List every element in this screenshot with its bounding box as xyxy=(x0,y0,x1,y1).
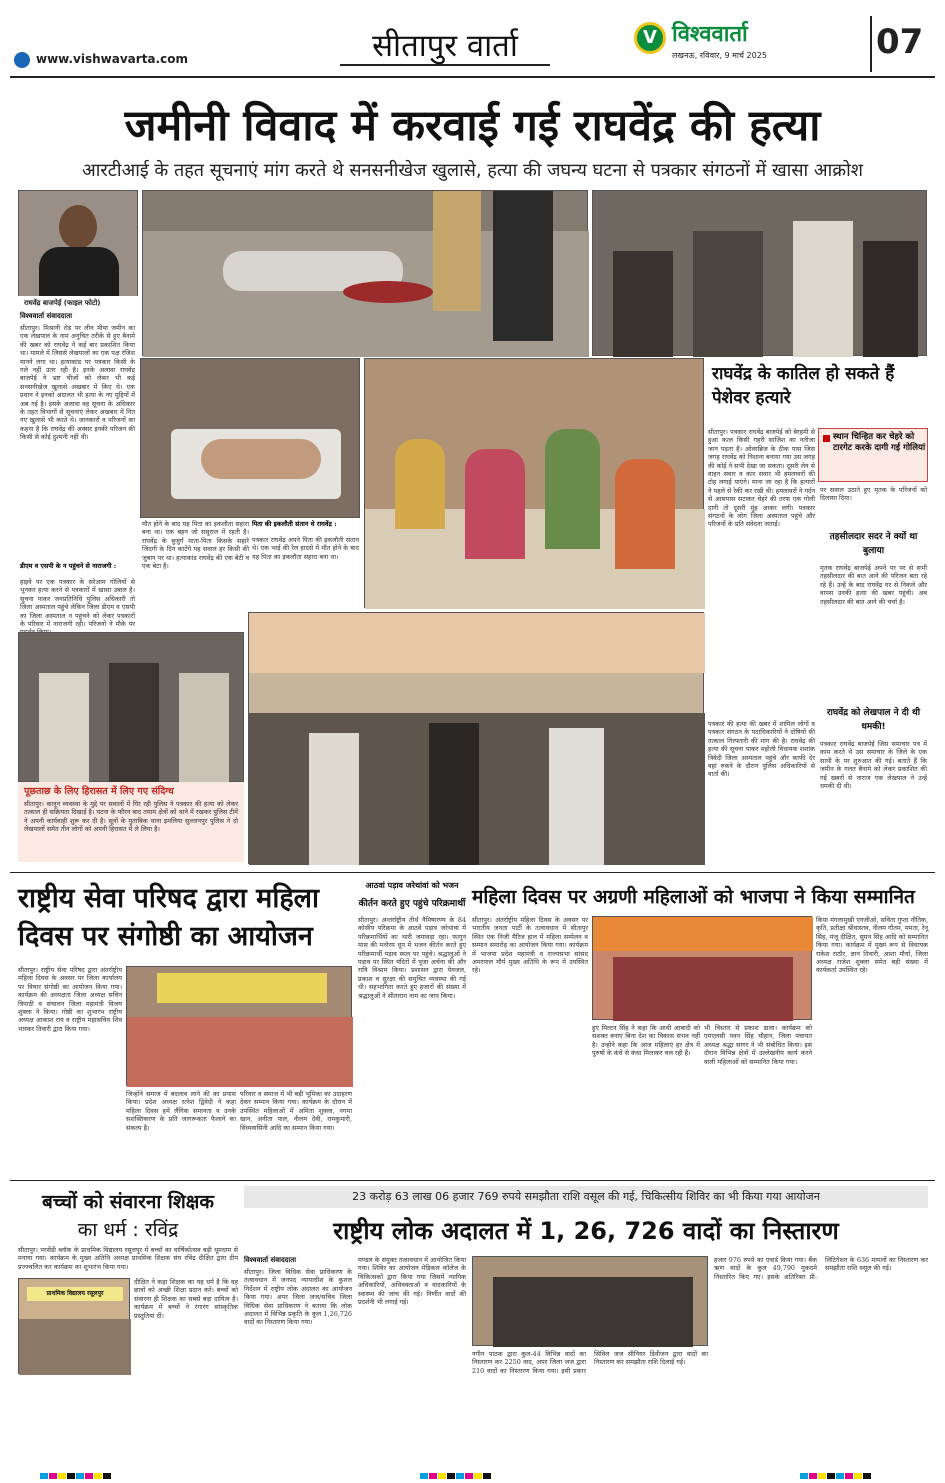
corridor-person-3 xyxy=(549,728,604,865)
killers-body-3: पर सवाल उठाते हुए मृतक के परिजनों को दिलासा दिया। xyxy=(820,486,927,503)
crime-scene-photo xyxy=(142,190,588,356)
bjp-headline: महिला दिवस पर अग्रणी महिलाओं को भाजपा ने किया सम्मानित xyxy=(472,886,915,908)
bjp-body-1: सीतापुर। अंतर्राष्ट्रीय महिला दिवस के अवसर पर भारतीय जनता पार्टी के तत्वावधान में सीतापुर स्थित एक निजी मैरिज हाल में महिला सम्मेलन व सम्मान समारोह का आयोजन किया गया। कार्यक्रम में भाजपा प्रदेश महामंत्री व राज्यसभा सांसद अमरपाल मौर्य मुख्य अतिथि के रूप में उपस्थित रहे। xyxy=(472,916,588,975)
lead-body-1: सीतापुर। मिश्रानी रोड पर लीन मीया जमीन का एक लेखपाल के नाम अनुचित तरीके से हुए बैनामे की खबर को राघवेंद्र ने कई बार प्रकाशित किया था। मामले में जिससे लेखपालों का एक पक्ष रंजिश मानने लगा था। हत्याकांड पर पत्रकार किसी के गले नहीं उतर रही है। इनके अलावा राघवेंद्र बाजपेई ने भ्रष्ट चीजों को लेकर भी कई सनसनीखेज खुलासे अखबार में किए थे। एक प्रधान ने इनको अदालत भी हत्या के नए मुद्दियों में अब गई है। इसके अलावा वह सूचना के अधिकार के तहत विभागों से सूचनाएं लेकर अखबार में नित नए खुलासे भी करते थे। जानकारों व परिजनों का कहना है कि राघवेंद्र की अक्सर इनकी परिजन की किसी से कोई दुश्मनी नहीं थी। xyxy=(20,324,135,442)
killers-callout-box xyxy=(818,428,928,482)
adalat-camp-photo xyxy=(472,1256,708,1346)
mourner-3 xyxy=(545,429,600,549)
bhajan-body: सीतापुर। अन्तर्राष्ट्रीय तीर्थ नैमिषारण्य के 84 कोसीय परिक्रमा के आठवें पड़ाव जरेथांवां में परिक्रमार्थियों का भारी जमावड़ा रहा। फागुन मास की मनोरम धूप में भजन कीर्तन करते हुए परिक्रमार्थी पड़ाव स्थल पर पहुंचे। श्रद्धालुओं ने पड़ाव पर स्थित मंदिरों में पूजा अर्चना की और रात्रि विश्राम किया। प्रशासन द्वारा पेयजल, प्रकाश व सुरक्षा की समुचित व्यवस्था की गई थी। सहभागिता करते हुए हजारों की संख्या में श्रद्धालुओं ने सीताराम नाम का जाप किया। xyxy=(358,916,466,1000)
suspect-3 xyxy=(179,673,229,783)
mourning-women-photo xyxy=(364,358,704,608)
school-event-photo xyxy=(18,1278,130,1374)
lead-headline: जमीनी विवाद में करवाई गई राघवेंद्र की हत्या xyxy=(124,101,821,151)
teacher-headline-2: का धर्म : रविंद्र xyxy=(77,1219,179,1241)
callout-square-icon xyxy=(823,435,830,442)
bhajan-headline: कीर्तन करते हुए पहुंचे परिक्रमार्थी xyxy=(358,899,466,909)
crowd-3 xyxy=(793,221,853,357)
rss-headline: राष्ट्रीय सेवा परिषद द्वारा महिला दिवस पर संगोष्ठी का आयोजन xyxy=(18,883,319,952)
portrait-caption: राघवेंद्र बाजपेई (फाइल फोटो) xyxy=(18,296,138,310)
crowd-1 xyxy=(613,251,673,357)
adalat-headline: राष्ट्रीय लोक अदालत में 1, 26, 726 वादों का निस्तारण xyxy=(333,1217,839,1245)
adalat-byline: विश्ववार्ता संवाददाता xyxy=(244,1256,297,1264)
adalat-kicker-bar xyxy=(244,1186,928,1208)
detain-caption: पूछताछ के लिए हिरासत में लिए गए संदिग्ध xyxy=(24,786,174,797)
banner xyxy=(157,973,327,1003)
lead-sub-1: डीएम व एसपी के न पहुंचने से नाराजगी : xyxy=(20,562,117,570)
students xyxy=(19,1319,131,1375)
corridor-ceiling xyxy=(249,613,705,673)
masthead-rule xyxy=(10,76,935,78)
bystander xyxy=(493,191,553,341)
bjp-body-4: किया मंगलामुखी एनजीओ, सविता गुप्ता नौतिक, कृति, प्रतीक्षा श्रीवास्तव, नीलम गौतम, ममता, रेनू सिंह, मंजू दीक्षित, सुमन सिंह आदि को सम्मानित किया गया। कार्यक्रम में मुख्य रूप से विधायक राकेश राठौर, ज्ञान तिवारी, आशा मौर्या, जिला अध्यक्ष राजेश शुक्ला समेत बड़ी संख्या में कार्यकर्ता उपस्थित रहे। xyxy=(816,916,928,975)
rss-seminar-photo xyxy=(126,966,352,1086)
hospital-corridor-photo xyxy=(248,612,704,864)
section-divider-2 xyxy=(10,1180,935,1181)
corridor-person-2 xyxy=(429,723,479,865)
brand-name: विश्ववार्ता xyxy=(672,22,748,47)
teacher-headline-1: बच्चों को संवारना शिक्षक xyxy=(42,1191,214,1213)
page-number: 07 xyxy=(876,22,924,62)
portrait-body xyxy=(39,247,119,301)
lead-subhead: आरटीआई के तहत सूचनाएं मांग करते थे सनसनीखेज खुलासे, हत्या की जघन्य घटना से पत्रकार संगठनों में खासा आक्रोश xyxy=(81,160,864,181)
section-title: सीतापुर वार्ता xyxy=(372,28,518,64)
detain-body: सीतापुर। कानून व्यवस्था के मुद्दे पर सवालों में घिर रही पुलिस ने पत्रकार की हत्या को लेकर तत्काल ही सक्रियता दिखाई है। घटना के फौरन बाद तमाम क्षेत्रों को थाने में रखकर पुलिस टीमें ने अपनी कार्यवाही शुरू कर दी है। सूत्रों के मुताबिक थाना इमलिया सुल्तानपुर पुलिस ने दो लेखपालों समेत तीन लोगों को अपनी हिरासत में ले लिया है। xyxy=(24,800,238,834)
rss-body-1: सीतापुर। राष्ट्रीय सेवा परिषद द्वारा अंतर्राष्ट्रीय महिला दिवस के अवसर पर जिला कार्यालय पर विचार संगोष्ठी का आयोजन किया गया। कार्यक्रम की अध्यक्षता जिला अध्यक्ष सचिन त्रिपाठी व संचालन जिला महामंत्री विजय शुक्ला ने किया। गोष्ठी का शुभारंभ राष्ट्रीय अध्यक्ष आकाश राय व राष्ट्रीय महासचिव शिव भास्कर तिवारी द्वारा किया गया। xyxy=(18,966,122,1033)
adalat-body-4: हजार 976 रुपये का एवार्ड किया गया। बैंक ऋण वादों के कुल 49,790 मुकदमे निस्तारित किए गए। इसके अतिरिक्त प्री-लिटिगेशन के 636 मामलों का निस्तारण कर समझौता राशि वसूल की गई। xyxy=(714,1256,928,1281)
mourner-2 xyxy=(465,449,525,559)
masthead xyxy=(0,0,945,82)
honorees xyxy=(613,957,793,1021)
print-color-bar-mid xyxy=(420,1464,530,1472)
adalat-body-1: सीतापुर। जिला विधिक सेवा प्राधिकरण के तत्वावधान में जनपद न्यायाधीश के कुशल निर्देशन में राष्ट्रीय लोक अदालत का आयोजन किया गया। अपर जिला जज/सचिव जिला विधिक सेवा प्राधिकरण ने बताया कि लोक अदालत में विभिन्न प्रकृति के कुल 1,26,726 वादों का निस्तारण किया गया। xyxy=(244,1268,352,1327)
crowd-2 xyxy=(693,231,763,357)
detained-suspects-photo xyxy=(18,632,244,782)
killers-sub-1: तहसीलदार सदर ने क्यों था बुलाया xyxy=(829,532,918,556)
crowd-4 xyxy=(863,241,918,357)
injured-victim-photo xyxy=(140,358,360,518)
website-logo-icon xyxy=(14,52,30,68)
killers-body-2: पत्रकार की हत्या की खबर में शामिल लोगों व पत्रकार संगठन के पदाधिकारियों ने दोषियों की तत्काल गिरफ्तारी की मांग की है। राघवेंद्र की हत्या की सूचना पाकर महोली विधायक शशांक त्रिवेदी जिला अस्पताल पहुंचे और काफी देर वहां रुकने के दौरान पुलिस अधिकारियों से वार्ता की। xyxy=(708,720,815,779)
killers-body-1: सीतापुर। पत्रकार राघवेंद्र बाजपेई को बेरहमी से हुआ कत्ल किसी गहरी साजिश का नतीजा जान पड़ता है। ओवरब्रिज के ठीक पास जिस जगह राघवेंद्र को निशाना बनाया गया उस जगह की कोई ने सभी देखा जा सकता। दूसरी लेन से वाहन सवार व कार सवार भी हमलावरों की टोह लगाई पाएंगे। माना जा रहा है कि हत्यारों ने पहले से रेकी कर रखी थी। हमलावरों ने गर्दन से आसपास सटाकर चेहरे की तरफ एक गोली दागी तो दूसरी मुंह आकर लगी। पत्रकार संगठनों के लोग जिला अस्पताल पहुंचे और परिजनों के प्रति संवेदना जताई। xyxy=(708,428,815,529)
killers-sub-2: राघवेंद्र को लेखपाल ने दी थी धमकी! xyxy=(826,708,921,732)
bhajan-kicker: आठवां पड़ाव जरेथांवां को भजन xyxy=(365,881,459,890)
section-divider-1 xyxy=(10,872,935,873)
bjp-body-2: हुए मिल्टन सिंह ने कहा कि आधी आबादी को सशक्त बनाए बिना देश का विकास संभव नहीं है। उन्होंने कहा कि आज महिलाएं हर क्षेत्र में पुरुषों के कंधे से कंधा मिलाकर चल रही हैं। xyxy=(592,1024,700,1058)
lead-body-2: हाइवे पर एक पत्रकार के सरेआम गोलियों से भूनकर हत्या करने से पत्रकारों में खासा उबाल है। सूचना पाकर जनप्रतिनिधि पुलिस अधिकारी तो जिला अस्पताल पहुंचे लेकिन जिला डीएम व एसपी का जिला अस्पताल न पहुंचने को लेकर पत्रकारों के परिवार में नाराजगी रही। परिजनों ने मौके पर xyxy=(20,578,135,629)
lead-body-3: मौत होने के बाद यह पिता का इकलौता सहारा बना था। एक बहन जो ससुराल में रहती है। राघवेंद्र के बुजुर्ग माता-पिता किसके सहारे जिंदगी के दिन काटेंगे यह सवाल हर किसी की जुबान पर था। हत्याकांड राघवेंद्र की एक बेटी व एक बेटा है। xyxy=(142,520,249,571)
lead-body-4: पत्रकार राघवेंद्र अपने पिता की इकलौती संतान थे। एक भाई की रेल हादसे में मौत होने के बाद यह पिता का इकलौता सहारा बना था। xyxy=(252,536,359,561)
judges-group xyxy=(493,1277,693,1347)
print-color-bar-right xyxy=(800,1464,910,1472)
brand-logo-icon: V xyxy=(634,22,666,54)
bjp-body-3: भी विस्तार से प्रकाश डाला। कार्यक्रम को एमएलसी पवन सिंह चौहान, जिला पंचायत अध्यक्ष श्रद्धा सागर ने भी संबोधित किया। इस दौरान विभिन्न क्षेत्रों में उल्लेखनीय कार्य करने वाली महिलाओं को सम्मानित किया गया। xyxy=(704,1024,812,1066)
dateline: लखनऊ, रविवार, 9 मार्च 2025 xyxy=(672,51,767,60)
suspect-2 xyxy=(109,663,159,783)
victim-portrait-photo xyxy=(18,190,138,300)
teacher-body-2: दीक्षित ने कहा शिक्षक का यह धर्म है कि वह छात्रों को अच्छी शिक्षा प्रदान करें। बच्चों को संवारना ही शिक्षक का सबसे बड़ा दायित्व है। कार्यक्रम में बच्चों ने रंगारंग सांस्कृतिक प्रस्तुतियां दीं। xyxy=(134,1278,238,1320)
portrait-head xyxy=(59,205,97,249)
section-title-bar xyxy=(340,26,550,66)
lead-sub-2: पिता की इकलौती संतान थे राघवेंद्र : xyxy=(252,520,337,528)
rss-body-2: जिन्होंने समाज में बदलाव लाने की का प्रयास किया। प्रदेश अध्यक्ष रत्नेश द्विवेदी ने कहा महिला दिवस हमें लैंगिक समानता व उनके सशक्तिकरण के प्रति जागरूकता फैलाने का संकल्प है। xyxy=(126,1090,236,1132)
school-sign: प्राथमिक विद्यालय रसूलपुर xyxy=(27,1287,123,1301)
detain-box xyxy=(18,782,244,862)
stage-banner xyxy=(593,917,813,951)
page-number-divider xyxy=(870,16,872,72)
adalat-kicker: 23 करोड़ 63 लाख 06 हजार 769 रुपये समझौता राशि वसूल की गई, चिकित्सीय शिविर का भी किया गया आयोजन xyxy=(352,1190,820,1203)
killers-headline: राघवेंद्र के कातिल हो सकते हैं पेशेवर हत्यारे xyxy=(712,364,895,408)
adalat-body-2: मण्डल के संयुक्त तत्वावधान में आयोजित किया गया। शिविर का आयोजन मेडिकल कॉलेज के चिकित्सकों द्वारा किया गया जिसमें न्यायिक अधिकारियों, अधिवक्ताओं व वादकारियों के स्वास्थ्य की जांच की गई। निर्णीत वादों की प्रदर्शनी भी लगाई गई। xyxy=(358,1256,466,1307)
adalat-body-3: नगीन पाठक द्वारा कुल-44 विभिन्न वादों का निस्तारण कर 2250 वाद, अपर जिला जज द्वारा 210 वादों का निस्तारण किया गया। इसी प्रकार सिविल जज सीनियर डिवीजन द्वारा वादों का निस्तारण कर समझौता राशि दिलाई गई। xyxy=(472,1350,708,1375)
hospital-crowd-photo xyxy=(592,190,927,356)
lead-byline: विश्ववार्ता संवाददाता xyxy=(20,312,73,320)
corridor-person-1 xyxy=(309,733,359,865)
police-officer xyxy=(433,191,481,311)
rss-body-3: परिवार व समाज में भी बड़ी भूमिका का उदाहरण देकर सम्मान किया गया। कार्यक्रम के दौरान में उपस्थित महिलाओं में अमिता शुक्ला, नगमा खान, अनीता पाल, नीलम देवी, रामकुमारी, विंध्यवासिनी आदि का सम्मान किया गया। xyxy=(240,1090,352,1132)
killers-body-4: मृतक राघवेंद्र बाजपेई अपने पर पर से सभी तहसीलदार की बात आने की परिजन बता रहे रहे हैं। उन्हें के बाद राघवेंद्र घर से निकले और वापस उनकी हत्या की खबर पहुंची। अब तहसीलदार की बात आने की चर्चा है। xyxy=(820,564,927,606)
teacher-body-1: सीतापुर। परसेंडी ब्लॉक के प्राथमिक विद्यालय रसूलपुर में बच्चों का वार्षिकोत्सव बड़ी धूमधाम से मनाया गया। कार्यक्रम के मुख्य अतिथि अध्यक्ष प्राथमिक शिक्षक संघ रविंद्र दीक्षित द्वारा दीप प्रज्ज्वलित कर कार्यक्रम का शुभारंभ किया गया। xyxy=(18,1246,238,1271)
print-color-bar-left xyxy=(40,1464,150,1472)
killers-callout: स्थान चिन्हित कर चेहरे को टारगेट करके दागी गई गोलियां xyxy=(833,432,926,453)
injured-body xyxy=(201,439,321,479)
killers-body-5: पत्रकार राघवेंद्र बाजपेई जिस समाचार पत्र में काम करते थे उस समाचार के जिले के एक साथी के पर शुरुआत की गई। बताते हैं कि जमीन के गलत बैनामे को लेकर प्रकाशित की गई खबरों से नाराज एक लेखपाल ने उन्हें धमकी दी थी। xyxy=(820,740,927,791)
suspect-1 xyxy=(39,673,89,783)
mourner-4 xyxy=(615,459,675,569)
mourner-1 xyxy=(395,439,445,529)
blood-stain xyxy=(343,281,433,303)
bjp-event-photo xyxy=(592,916,812,1020)
website-url[interactable]: www.vishwavarta.com xyxy=(36,52,188,66)
attendees xyxy=(127,1017,353,1087)
